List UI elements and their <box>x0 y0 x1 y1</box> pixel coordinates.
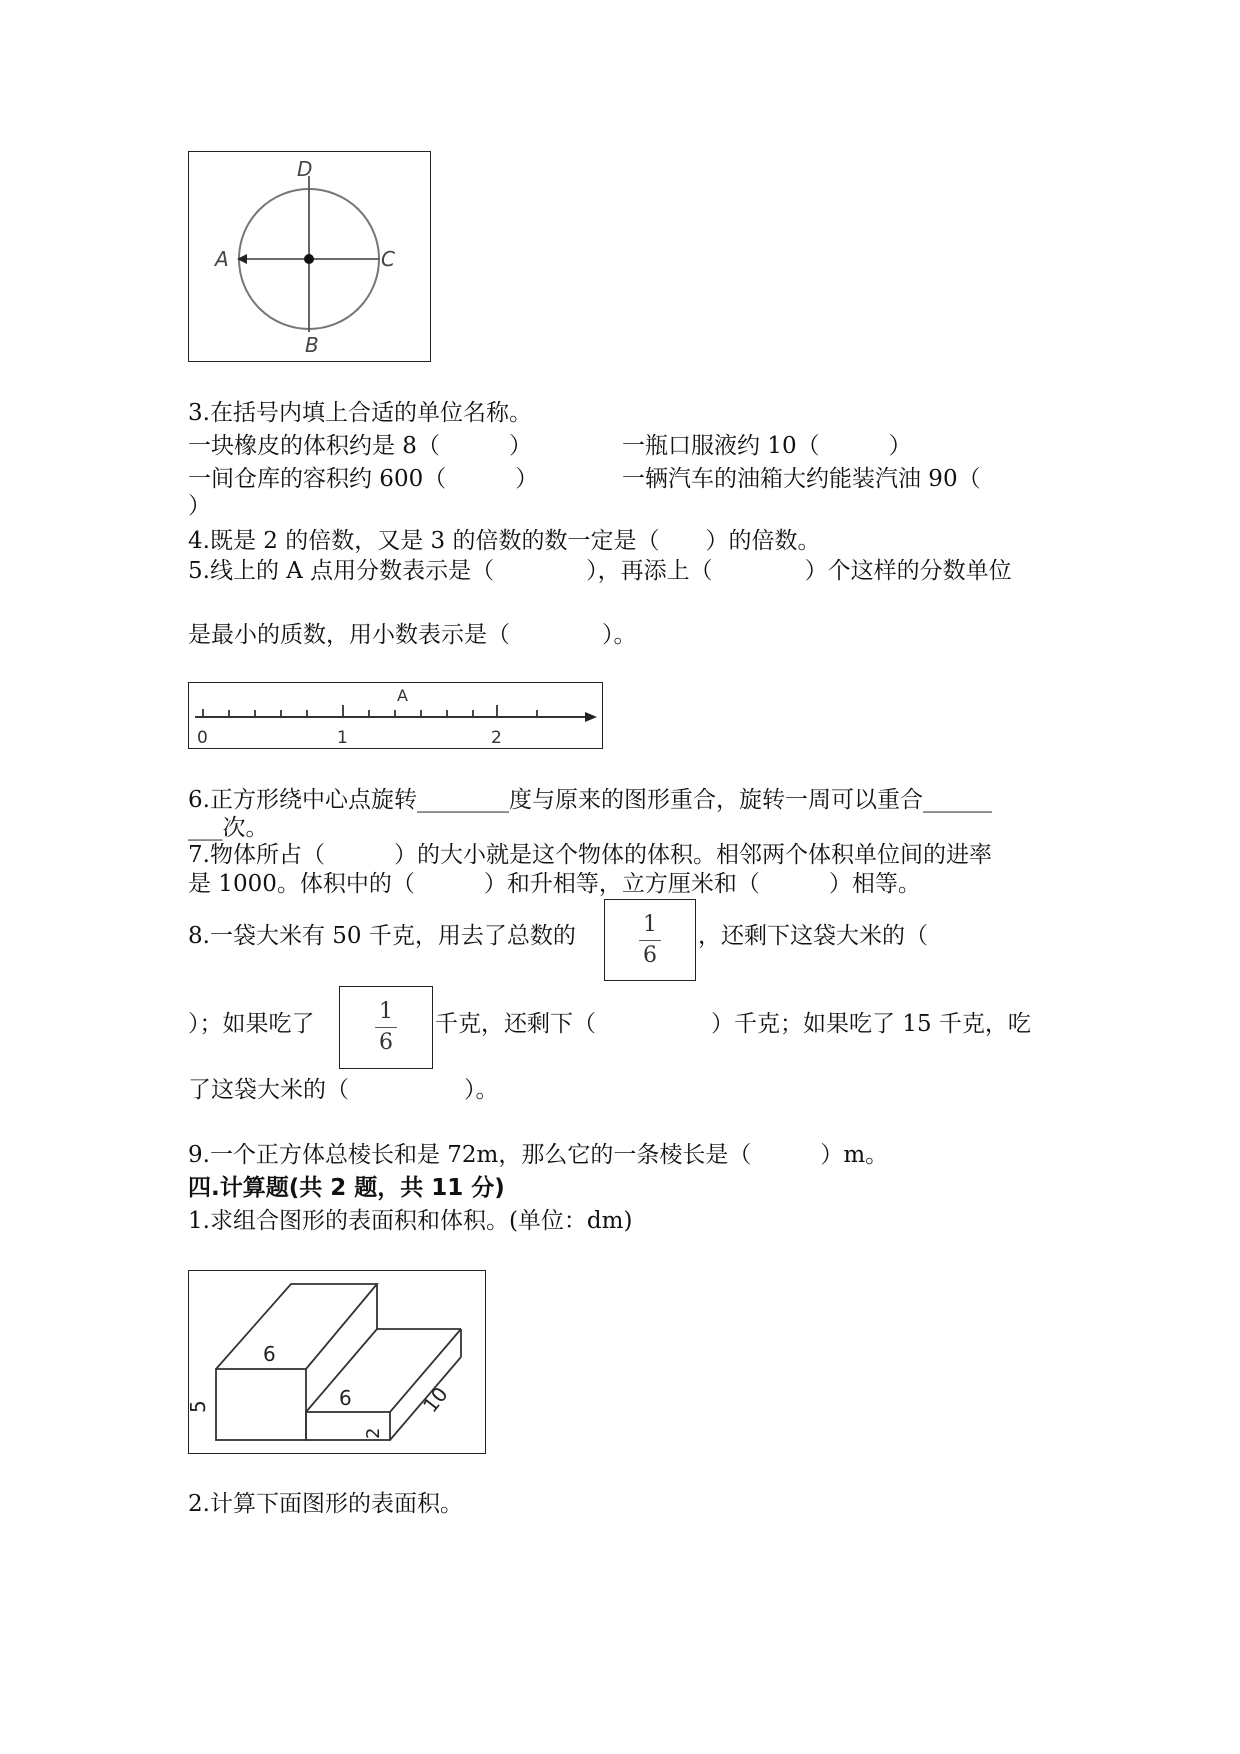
q3-row3: ） <box>188 493 211 519</box>
q3-row2-left: 一间仓库的容积约 600（ ） <box>188 466 539 492</box>
number-line-figure <box>188 682 603 749</box>
point-a-label: A <box>397 686 408 705</box>
label-height-5: 5 <box>186 1400 210 1413</box>
number-line <box>189 683 601 747</box>
tick-label-1: 1 <box>337 728 348 748</box>
q9-text: 9.一个正方体总棱长和是 72m，那么它的一条棱长是（ ）m。 <box>188 1142 889 1168</box>
circle-figure <box>188 151 431 362</box>
tick-label-2: 2 <box>491 728 502 748</box>
fraction-box-2 <box>339 986 433 1069</box>
composite-solid-diagram <box>186 1271 484 1452</box>
solid-figure <box>188 1270 486 1454</box>
q8-part2: ，还剩下这袋大米的（ <box>698 923 928 949</box>
q5-line1: 5.线上的 A 点用分数表示是（ ），再添上（ ）个这样的分数单位 <box>188 558 1012 584</box>
label-depth-10: 10 <box>418 1382 453 1418</box>
q8-part4: 千克，还剩下（ ）千克；如果吃了 15 千克，吃 <box>435 1011 1031 1037</box>
label-c: C <box>381 247 395 271</box>
q7-line2: 是 1000。体积中的（ ）和升相等，立方厘米和（ ）相等。 <box>188 871 921 897</box>
label-b: B <box>305 333 319 357</box>
q4-text: 4.既是 2 的倍数，又是 3 的倍数的数一定是（ ）的倍数。 <box>188 528 821 554</box>
label-top-6: 6 <box>263 1342 276 1366</box>
c2-text: 2.计算下面图形的表面积。 <box>188 1491 463 1517</box>
q3-row1-left: 一块橡皮的体积约是 8（ ） <box>188 433 532 459</box>
q3-row2-right: 一辆汽车的油箱大约能装汽油 90（ <box>622 466 981 492</box>
fraction-bar <box>375 1027 397 1028</box>
circle-diagram <box>189 152 429 360</box>
c1-text: 1.求组合图形的表面积和体积。(单位：dm) <box>188 1208 633 1234</box>
q8-part3: ）；如果吃了 <box>188 1011 315 1037</box>
q3-row1-right: 一瓶口服液约 10（ ） <box>622 433 912 459</box>
fraction-numerator: 1 <box>643 911 657 937</box>
q8-part5: 了这袋大米的（ ）。 <box>188 1077 499 1103</box>
fraction-bar <box>639 940 661 941</box>
label-step-height-2: 2 <box>363 1427 384 1439</box>
fraction-numerator: 1 <box>379 999 393 1024</box>
q8-part1: 8.一袋大米有 50 千克，用去了总数的 <box>188 923 576 949</box>
section4-heading: 四.计算题(共 2 题，共 11 分) <box>188 1175 505 1201</box>
fraction-denominator: 6 <box>643 942 657 968</box>
label-d: D <box>297 157 313 181</box>
fraction-box-1 <box>604 899 696 981</box>
fraction-denominator: 6 <box>379 1030 393 1055</box>
q5-line2: 是最小的质数，用小数表示是（ ）。 <box>188 622 637 648</box>
tick-label-0: 0 <box>197 728 208 748</box>
q6-line2: ___次。 <box>188 815 269 841</box>
q3-title: 3.在括号内填上合适的单位名称。 <box>188 400 532 426</box>
label-step-6: 6 <box>339 1386 352 1410</box>
q7-line1: 7.物体所占（ ）的大小就是这个物体的体积。相邻两个体积单位间的进率 <box>188 842 992 868</box>
label-a: A <box>215 247 229 271</box>
q6-line1: 6.正方形绕中心点旋转________度与原来的图形重合，旋转一周可以重合______ <box>188 787 992 813</box>
